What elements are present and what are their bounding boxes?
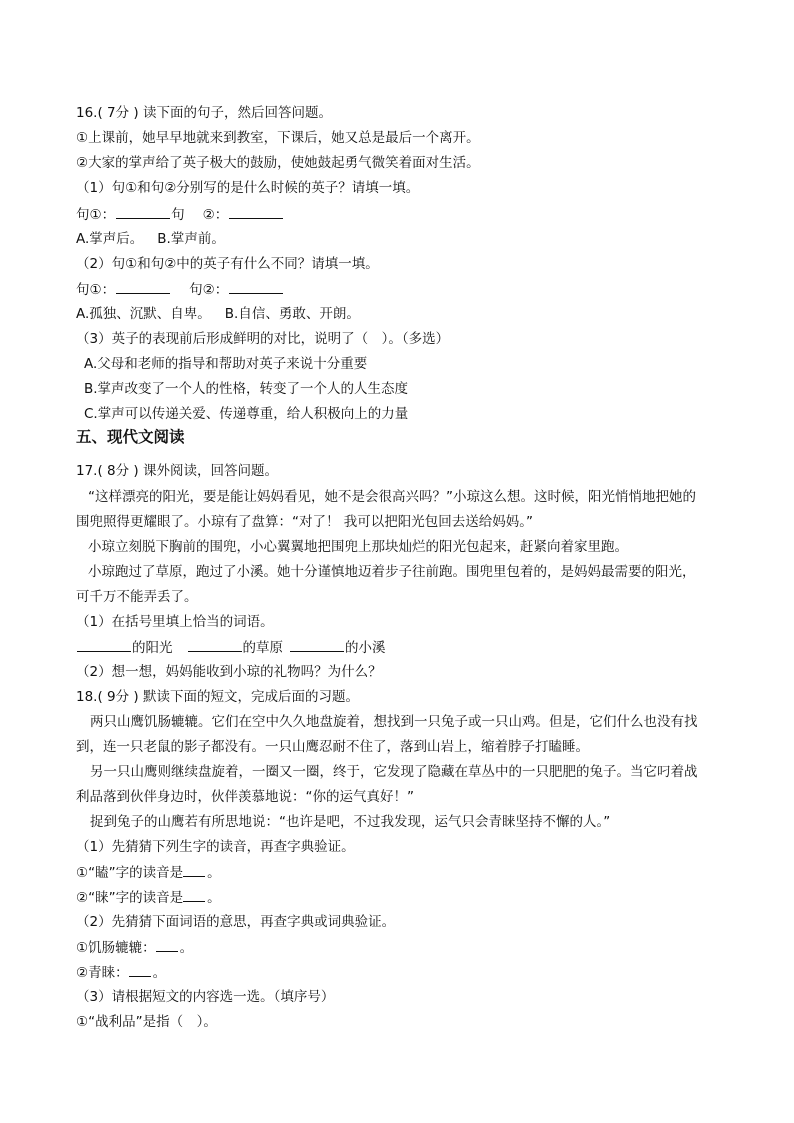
q16-sentence-1: ①上课前，她早早地就来到教室，下课后，她又总是最后一个离开。 — [76, 130, 480, 146]
q16-part2-label-b: 句②： — [189, 282, 229, 298]
q16-part1-label-b: 句 — [171, 207, 185, 223]
q18-part2-item-a — [76, 938, 193, 957]
q18-passage-line: 两只山鹰饥肠辘辘。它们在空中久久地盘旋着，想找到一只兔子或一只山鸡。但是，它们什么也没有找 — [90, 714, 698, 730]
q17-part1-word-2: 的草原 — [242, 640, 283, 656]
q18-part2-question: （2）先猜猜下面词语的意思，再查字典或词典验证。 — [76, 914, 396, 930]
q18-part1-item-a-text: ①“瞌”字的读音是 — [76, 865, 184, 881]
q17-passage-line: 小琼立刻脱下胸前的围兜，小心翼翼地把围兜上那块灿烂的阳光包起来，赶紧向着家里跑。 — [88, 539, 628, 555]
answer-blank[interactable] — [77, 638, 131, 652]
q18-part3-item-a: ①“战利品”是指（ ）。 — [76, 1014, 217, 1030]
q16-part3-option-b: B.掌声改变了一个人的性格，转变了一个人的人生态度 — [84, 381, 409, 397]
q18-part2-item-a-text: ①饥肠辘辘： — [76, 940, 156, 956]
period: 。 — [179, 940, 194, 956]
q17-part2-question: （2）想一想，妈妈能收到小琼的礼物吗？为什么？ — [76, 664, 382, 680]
answer-blank[interactable] — [116, 280, 170, 294]
answer-blank[interactable] — [129, 963, 151, 977]
q16-part1-label-c: ②： — [202, 207, 229, 223]
q16-part1-option-a: A.掌声后。 — [76, 231, 144, 247]
q16-part2-label-a: 句①： — [76, 282, 116, 298]
q18-passage-line: 到，连一只老鼠的影子都没有。一只山鹰忍耐不住了，落到山岩上，缩着脖子打瞌睡。 — [76, 739, 589, 755]
q18-part1-item-b — [76, 888, 221, 907]
q17-passage-line: 可千万不能弄丢了。 — [76, 589, 198, 605]
answer-blank[interactable] — [116, 205, 170, 219]
q17-part1-word-3: 的小溪 — [345, 640, 386, 656]
q16-part1-options — [76, 230, 225, 248]
q16-sentence-2: ②大家的掌声给了英子极大的鼓励，使她鼓起勇气微笑着面对生活。 — [76, 155, 480, 171]
answer-blank[interactable] — [183, 863, 205, 877]
q17-part1-question: （1）在括号里填上恰当的词语。 — [76, 614, 274, 630]
q16-part1-fill-line — [76, 205, 284, 224]
q16-part3-option-a: A.父母和老师的指导和帮助对英子来说十分重要 — [84, 356, 368, 372]
q16-part1-question: （1）句①和句②分别写的是什么时候的英子？请填一填。 — [76, 180, 420, 196]
answer-blank[interactable] — [290, 638, 344, 652]
q18-part1-item-b-text: ②“睐”字的读音是 — [76, 890, 184, 906]
period: 。 — [152, 965, 167, 981]
q18-header: 18.( 9分 ) 默读下面的短文，完成后面的习题。 — [76, 689, 359, 705]
answer-blank[interactable] — [156, 938, 178, 952]
q16-part3-question: （3）英子的表现前后形成鲜明的对比，说明了（ ）。（多选） — [76, 331, 450, 347]
q18-passage-line: 利品落到伙伴身边时，伙伴羡慕地说：“你的运气真好！” — [76, 789, 414, 805]
q16-part2-option-b: B.自信、勇敢、开朗。 — [224, 306, 360, 322]
q17-passage-line: 小琼跑过了草原，跑过了小溪。她十分谨慎地迈着步子往前跑。围兜里包着的，是妈妈最需要的阳光， — [88, 564, 696, 580]
period: 。 — [207, 865, 221, 881]
q16-part2-fill-line — [76, 280, 284, 299]
answer-blank[interactable] — [229, 205, 283, 219]
q18-passage-line: 另一只山鹰则继续盘旋着，一圈又一圈，终于，它发现了隐藏在草丛中的一只肥肥的兔子。当它叼着战 — [90, 764, 698, 780]
answer-blank[interactable] — [183, 888, 205, 902]
q16-part2-option-a: A.孤独、沉默、自卑。 — [76, 306, 211, 322]
q18-part1-question: （1）先猜猜下列生字的读音，再查字典验证。 — [76, 839, 355, 855]
q17-passage-line: 围兜照得更耀眼了。小琼有了盘算：“对了！ 我可以把阳光包回去送给妈妈。” — [76, 514, 534, 530]
q16-part2-question: （2）句①和句②中的英子有什么不同？请填一填。 — [76, 256, 379, 272]
q17-part1-fill-line — [76, 638, 386, 657]
q18-passage-line: 捉到兔子的山鹰若有所思地说：“也许是吧，不过我发现，运气只会青睐坚持不懈的人。” — [90, 814, 611, 830]
period: 。 — [207, 890, 221, 906]
q16-part1-option-b: B.掌声前。 — [157, 231, 225, 247]
q18-part3-question: （3）请根据短文的内容选一选。（填序号） — [76, 989, 335, 1005]
q18-part2-item-b-text: ②青睐： — [76, 965, 129, 981]
q18-part2-item-b — [76, 963, 166, 982]
q18-part1-item-a — [76, 863, 221, 882]
q17-header: 17.( 8分 ) 课外阅读，回答问题。 — [76, 463, 278, 479]
answer-blank[interactable] — [188, 638, 242, 652]
q16-header: 16.( 7分 ) 读下面的句子，然后回答问题。 — [76, 105, 332, 121]
q16-part3-option-c: C.掌声可以传递关爱、传递尊重，给人积极向上的力量 — [84, 406, 409, 422]
q16-part2-options — [76, 305, 360, 323]
q17-passage-line: “这样漂亮的阳光，要是能让妈妈看见，她不是会很高兴吗？”小琼这么想。这时候，阳光悄悄地把她的 — [88, 489, 696, 505]
section-heading: 五、现代文阅读 — [76, 428, 185, 446]
q16-part1-label-a: 句①： — [76, 207, 116, 223]
answer-blank[interactable] — [229, 280, 283, 294]
q17-part1-word-1: 的阳光 — [132, 640, 173, 656]
